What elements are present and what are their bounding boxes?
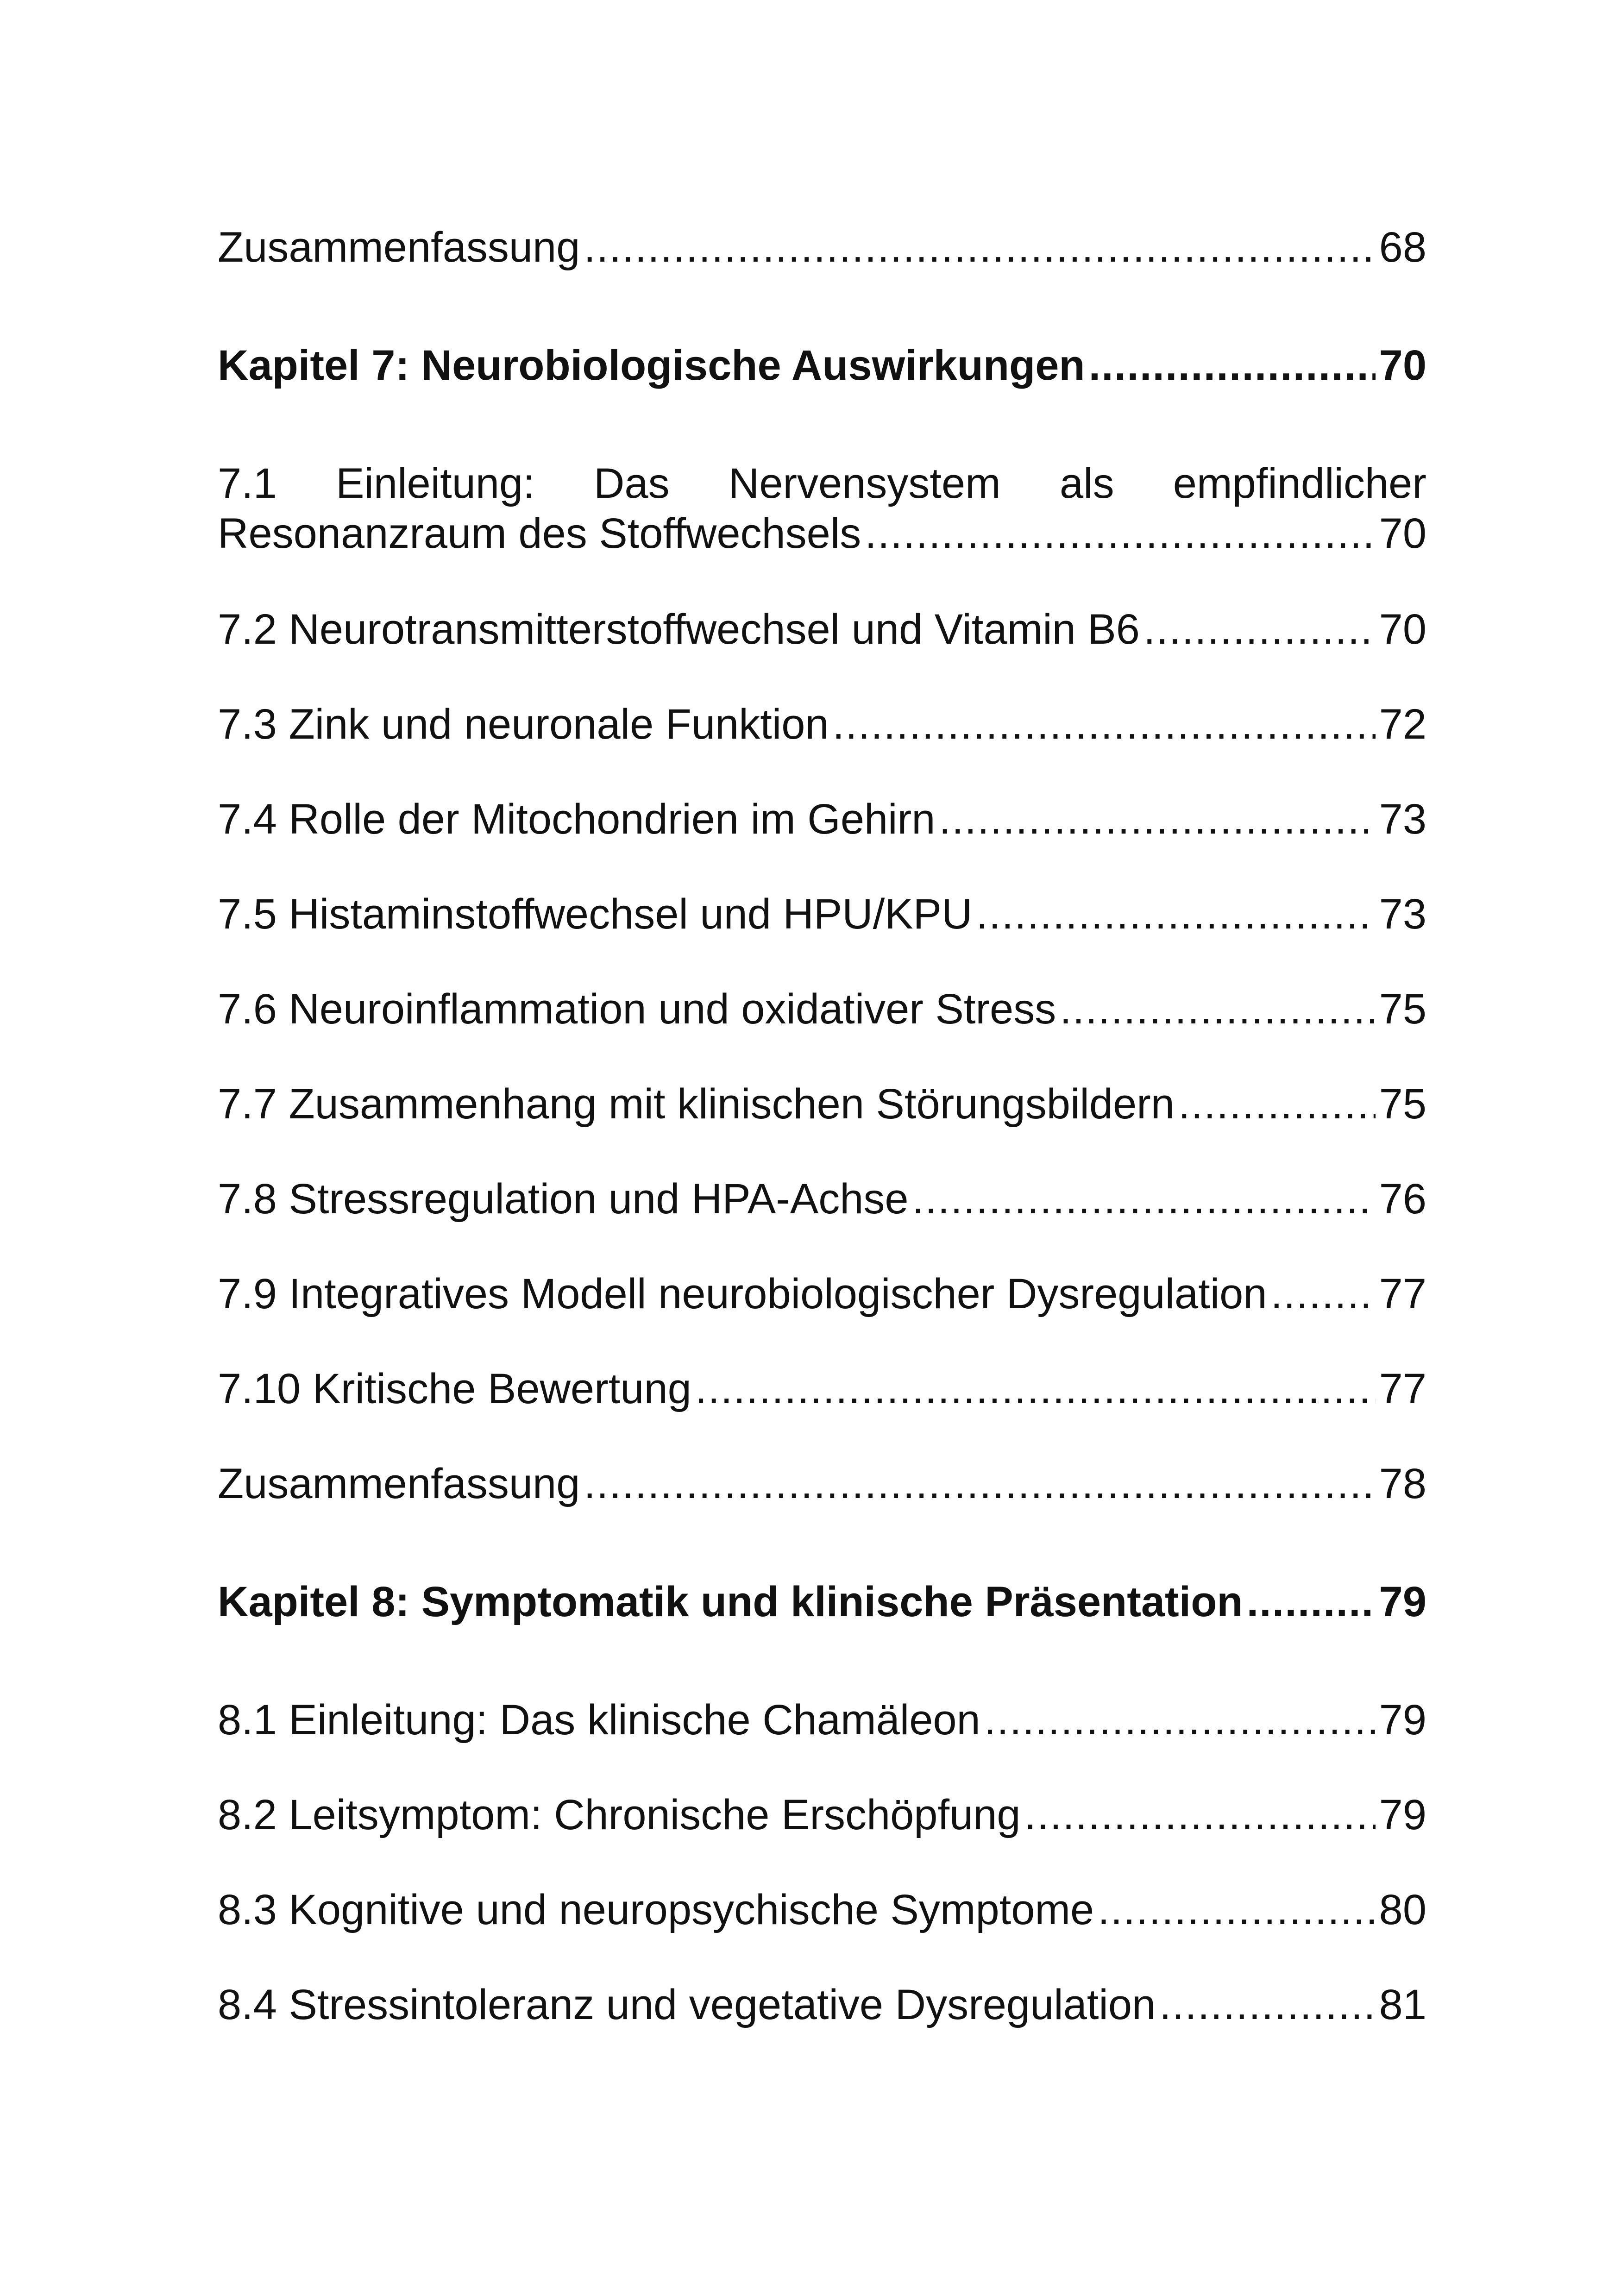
- toc-entry-title-line1: [218, 458, 1426, 508]
- toc-entry[interactable]: [218, 1695, 1426, 1745]
- toc-entry-title: 7.3 Zink und neuronale Funktion: [218, 701, 829, 748]
- toc-entry-title: Resonanzraum des Stoffwechsels: [218, 510, 861, 557]
- dot-leader: [584, 222, 1375, 272]
- toc-entry[interactable]: [218, 699, 1426, 749]
- toc-entry-word: Einleitung:: [336, 460, 535, 507]
- toc-entry[interactable]: [218, 1790, 1426, 1840]
- toc-entry-page: 75: [1379, 1080, 1426, 1128]
- toc-entry-page: 72: [1379, 701, 1426, 748]
- dot-leader: [1098, 1885, 1375, 1935]
- toc-entry-word: empfindlicher: [1173, 460, 1426, 507]
- toc-entry[interactable]: [218, 458, 1426, 558]
- dot-leader: [1024, 1790, 1376, 1840]
- toc-entry-title: 7.4 Rolle der Mitochondrien im Gehirn: [218, 796, 936, 843]
- toc-entry-page: 79: [1379, 1791, 1426, 1838]
- dot-leader: [976, 889, 1375, 939]
- toc-entry-title: 8.2 Leitsymptom: Chronische Erschöpfung: [218, 1791, 1021, 1838]
- toc-entry[interactable]: [218, 1079, 1426, 1129]
- toc-chapter-entry[interactable]: [218, 1577, 1426, 1627]
- toc-entry-page: 68: [1379, 224, 1426, 271]
- dot-leader: [584, 1459, 1375, 1509]
- toc-entry-title: 8.3 Kognitive und neuropsychische Symptome: [218, 1886, 1094, 1933]
- toc-entry[interactable]: [218, 1364, 1426, 1414]
- toc-entry[interactable]: [218, 604, 1426, 654]
- toc-entry-page: 80: [1379, 1886, 1426, 1933]
- toc-entry-page: 73: [1379, 796, 1426, 843]
- toc-entry-title: Kapitel 8: Symptomatik und klinische Präsentation: [218, 1578, 1243, 1625]
- toc-entry-page: 78: [1379, 1460, 1426, 1507]
- toc-entry[interactable]: [218, 1459, 1426, 1509]
- toc-entry-word: als: [1059, 460, 1114, 507]
- toc-entry[interactable]: [218, 794, 1426, 844]
- toc-entry-title: 7.7 Zusammenhang mit klinischen Störungsbildern: [218, 1080, 1175, 1128]
- toc-entry[interactable]: [218, 1885, 1426, 1935]
- dot-leader: [1247, 1577, 1376, 1627]
- dot-leader: [984, 1695, 1376, 1745]
- toc-entry-title: 8.1 Einleitung: Das klinische Chamäleon: [218, 1696, 980, 1744]
- dot-leader: [1089, 340, 1376, 390]
- toc-entry-title: 7.5 Histaminstoffwechsel und HPU/KPU: [218, 891, 973, 938]
- toc-entry-title: 7.2 Neurotransmitterstoffwechsel und Vitamin B6: [218, 606, 1140, 653]
- dot-leader: [1271, 1269, 1376, 1319]
- toc-entry-page: 70: [1379, 342, 1426, 389]
- toc-entry-page: 70: [1379, 510, 1426, 557]
- toc-entry-title: Zusammenfassung: [218, 1460, 580, 1507]
- toc-entry-page: 70: [1379, 606, 1426, 653]
- toc-entry-page: 81: [1379, 1981, 1426, 2028]
- toc-entry[interactable]: [218, 1269, 1426, 1319]
- dot-leader: [1178, 1079, 1376, 1129]
- toc-entry-title: 8.4 Stressintoleranz und vegetative Dysregulation: [218, 1981, 1156, 2028]
- toc-entry-page: 75: [1379, 985, 1426, 1033]
- dot-leader: [1159, 1980, 1375, 2030]
- toc-entry-title: 7.6 Neuroinflammation und oxidativer Stress: [218, 985, 1056, 1033]
- dot-leader: [939, 794, 1375, 844]
- toc-entry-title: 7.9 Integratives Modell neurobiologischer Dysregulation: [218, 1270, 1267, 1317]
- toc-entry-title: 7.8 Stressregulation und HPA-Achse: [218, 1175, 909, 1223]
- dot-leader: [1143, 604, 1376, 654]
- dot-leader: [865, 508, 1375, 558]
- toc-entry-page: 73: [1379, 891, 1426, 938]
- dot-leader: [1060, 984, 1375, 1034]
- dot-leader: [912, 1174, 1376, 1224]
- toc-entry-word: Das: [593, 460, 670, 507]
- toc-entry[interactable]: [218, 984, 1426, 1034]
- toc-entry-word: Nervensystem: [728, 460, 1001, 507]
- dot-leader: [833, 699, 1376, 749]
- toc-entry-title: 7.10 Kritische Bewertung: [218, 1365, 691, 1412]
- toc-entry-page: 77: [1379, 1270, 1426, 1317]
- dot-leader: [695, 1364, 1376, 1414]
- toc-entry[interactable]: [218, 889, 1426, 939]
- toc-entry-page: 77: [1379, 1365, 1426, 1412]
- toc-entry[interactable]: [218, 1174, 1426, 1224]
- toc-entry-title-line2: [218, 508, 1426, 558]
- toc-entry[interactable]: [218, 1980, 1426, 2030]
- toc-entry-page: 76: [1379, 1175, 1426, 1223]
- toc-entry-title: Zusammenfassung: [218, 224, 580, 271]
- toc-entry-word: 7.1: [218, 460, 277, 507]
- toc-entry-page: 79: [1379, 1696, 1426, 1744]
- toc-entry-title: Kapitel 7: Neurobiologische Auswirkungen: [218, 342, 1085, 389]
- toc-entry[interactable]: [218, 222, 1426, 272]
- toc-chapter-entry[interactable]: [218, 340, 1426, 390]
- toc-entry-page: 79: [1379, 1578, 1426, 1625]
